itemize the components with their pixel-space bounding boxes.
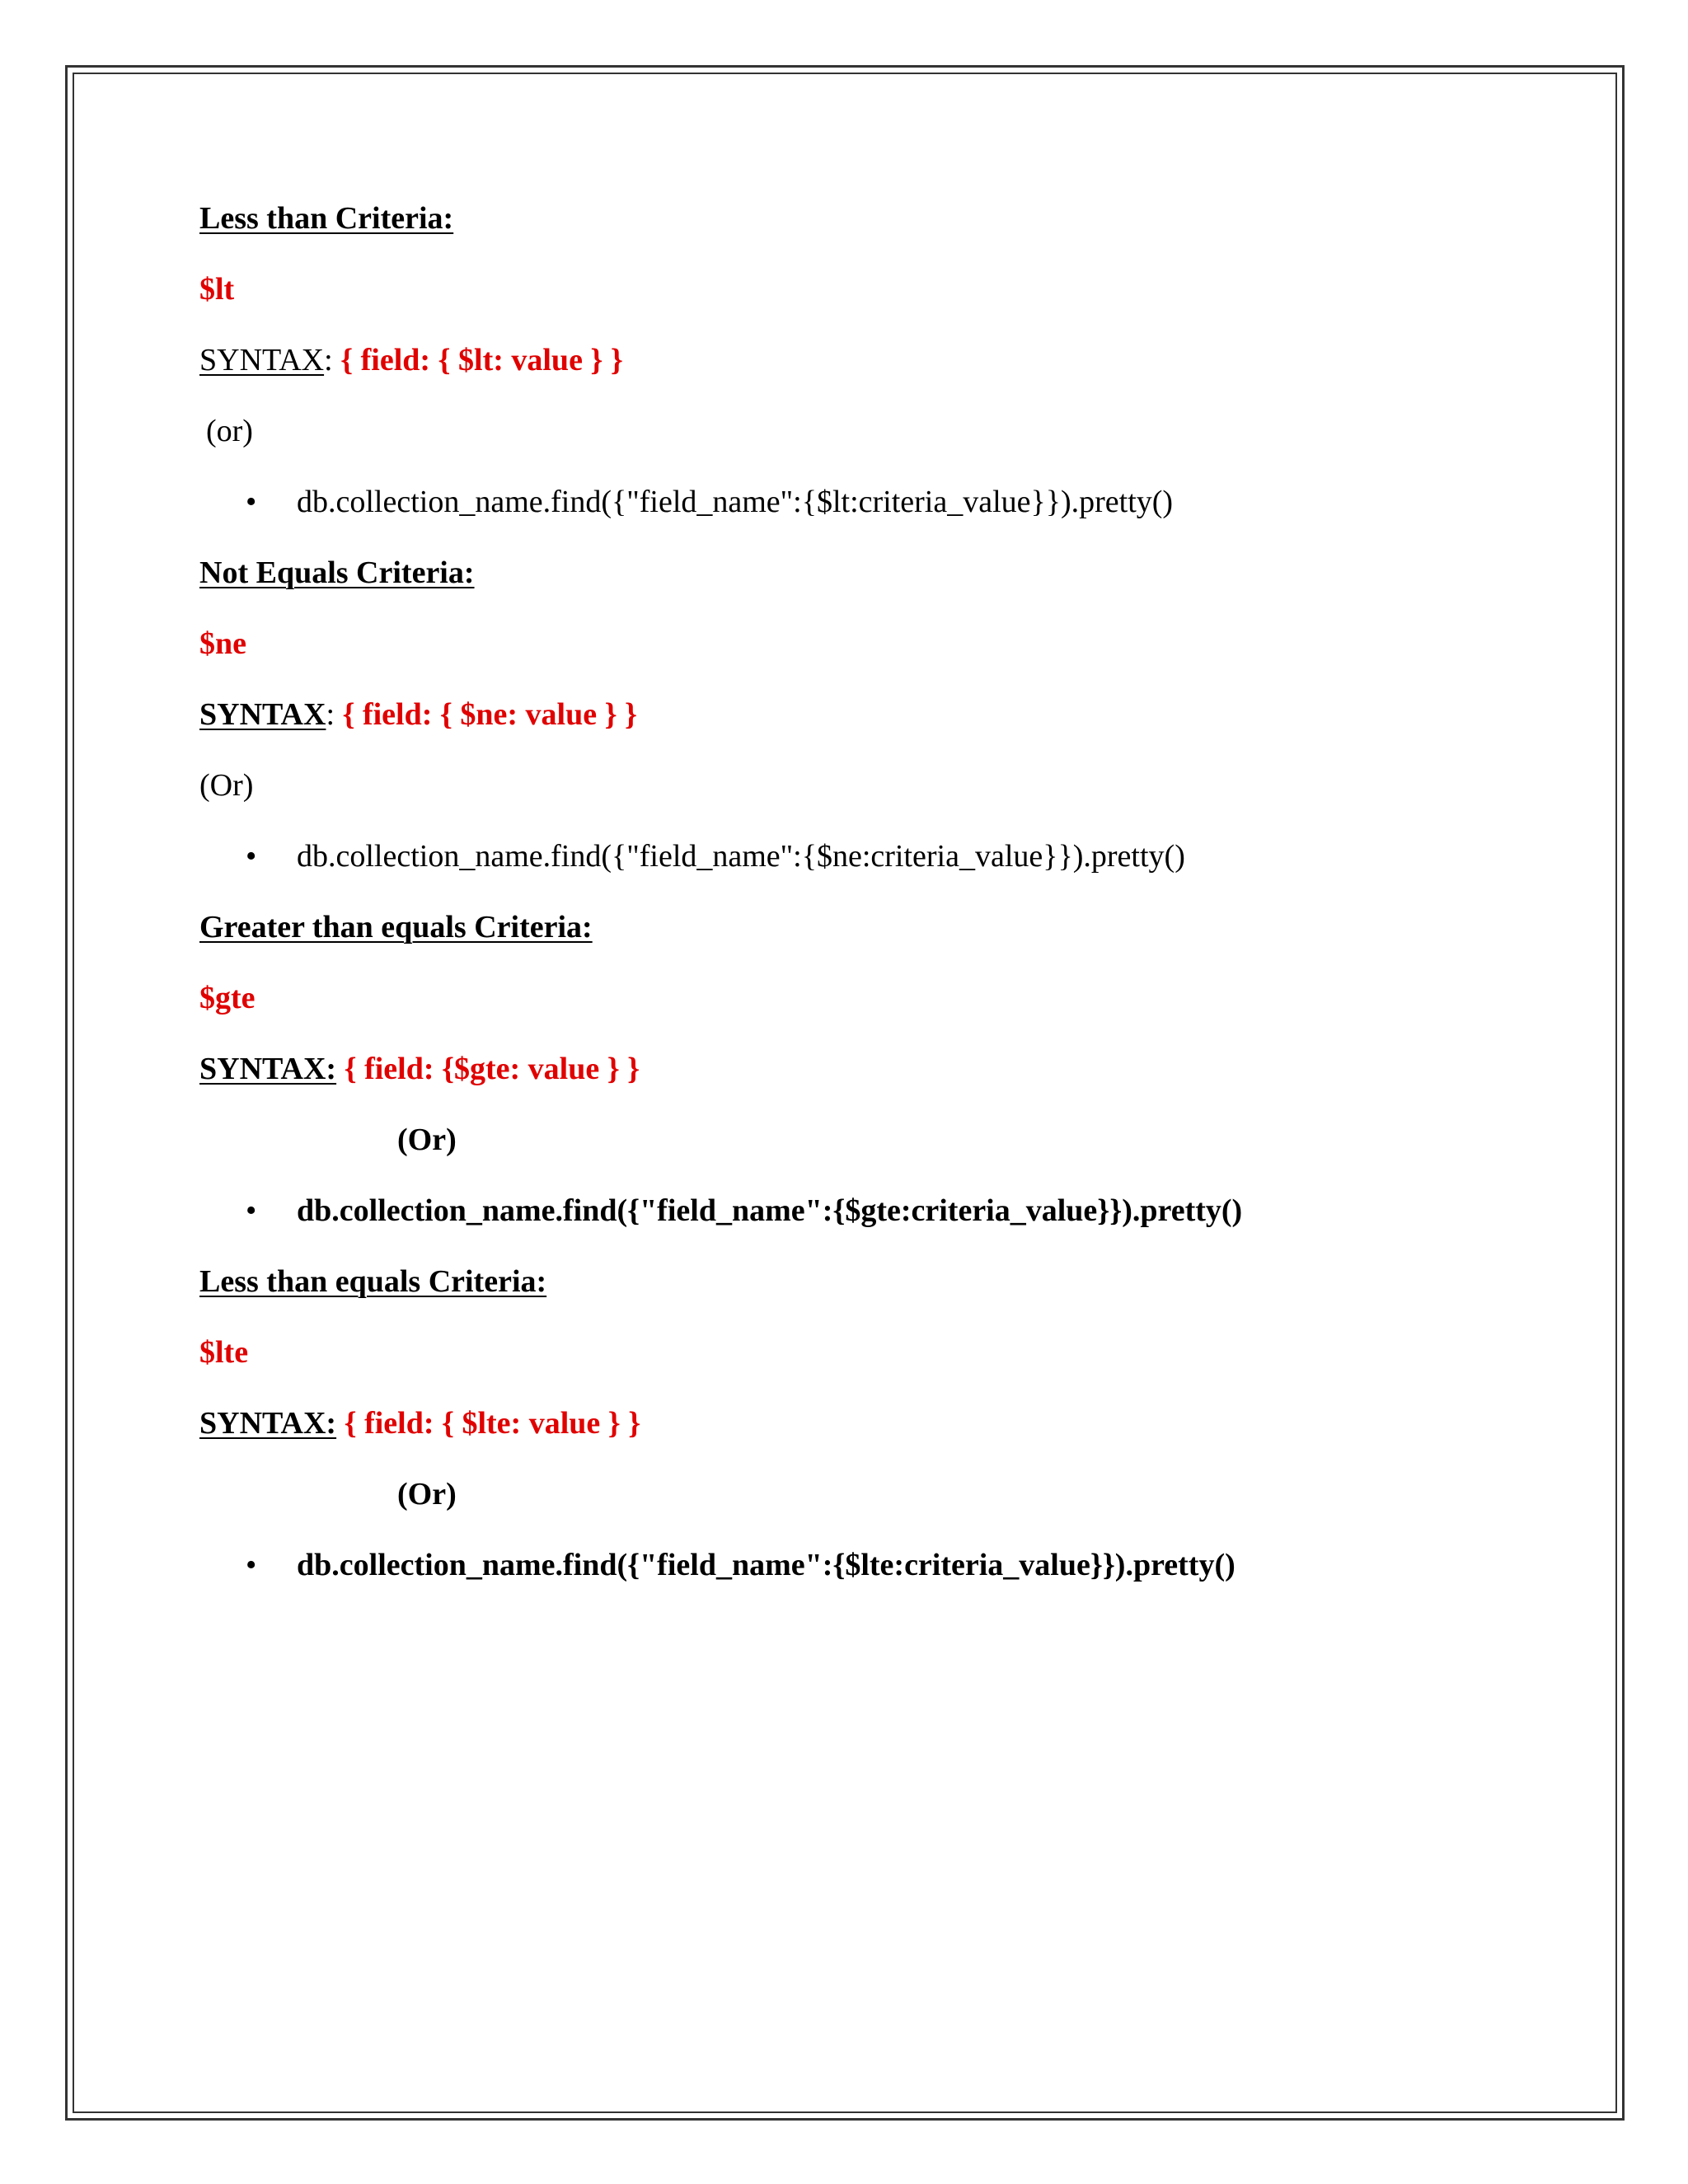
example-code: db.collection_name.find({"field_name":{$lt:criteria_value}}).pretty() [297,485,1174,519]
bullet-icon: • [246,839,257,874]
or-text-ne: (Or) [199,768,254,803]
section-heading-lte: Less than equals Criteria: [199,1264,547,1299]
example-code: db.collection_name.find({"field_name":{$lte:criteria_value}}).pretty() [297,1548,1236,1582]
example-code: db.collection_name.find({"field_name":{$ne:criteria_value}}).pretty() [297,839,1185,874]
syntax-label: SYNTAX [199,343,325,377]
syntax-value: { field: { $lt: value } } [340,343,623,377]
syntax-line-gte [199,1050,640,1088]
syntax-label: SYNTAX: [199,1052,337,1086]
operator-gte: $gte [199,981,256,1015]
or-text-lte: (Or) [397,1477,457,1511]
or-text-lt: (or) [206,414,253,448]
example-code: db.collection_name.find({"field_name":{$gte:criteria_value}}).pretty() [297,1193,1243,1228]
syntax-colon: : [324,343,333,377]
or-text-gte: (Or) [397,1122,457,1157]
operator-lte: $lte [199,1335,249,1370]
syntax-value: { field: {$gte: value } } [344,1052,640,1086]
syntax-value: { field: { $ne: value } } [342,697,638,732]
syntax-line-lte [199,1404,640,1442]
syntax-value: { field: { $lte: value } } [344,1406,641,1441]
example-ne [246,837,1185,875]
bullet-icon: • [246,485,257,519]
operator-ne: $ne [199,626,246,661]
bullet-icon: • [246,1548,257,1582]
syntax-colon: : [326,697,335,732]
example-lt [246,483,1173,521]
syntax-label: SYNTAX [199,697,326,732]
example-gte [246,1192,1242,1230]
example-lte [246,1546,1236,1584]
section-heading-lt: Less than Criteria: [199,201,454,236]
operator-lt: $lt [199,272,235,307]
syntax-line-lt [199,341,623,379]
section-heading-ne: Not Equals Criteria: [199,555,475,590]
syntax-label: SYNTAX: [199,1406,337,1441]
bullet-icon: • [246,1193,257,1228]
syntax-line-ne [199,696,637,733]
section-heading-gte: Greater than equals Criteria: [199,910,593,944]
